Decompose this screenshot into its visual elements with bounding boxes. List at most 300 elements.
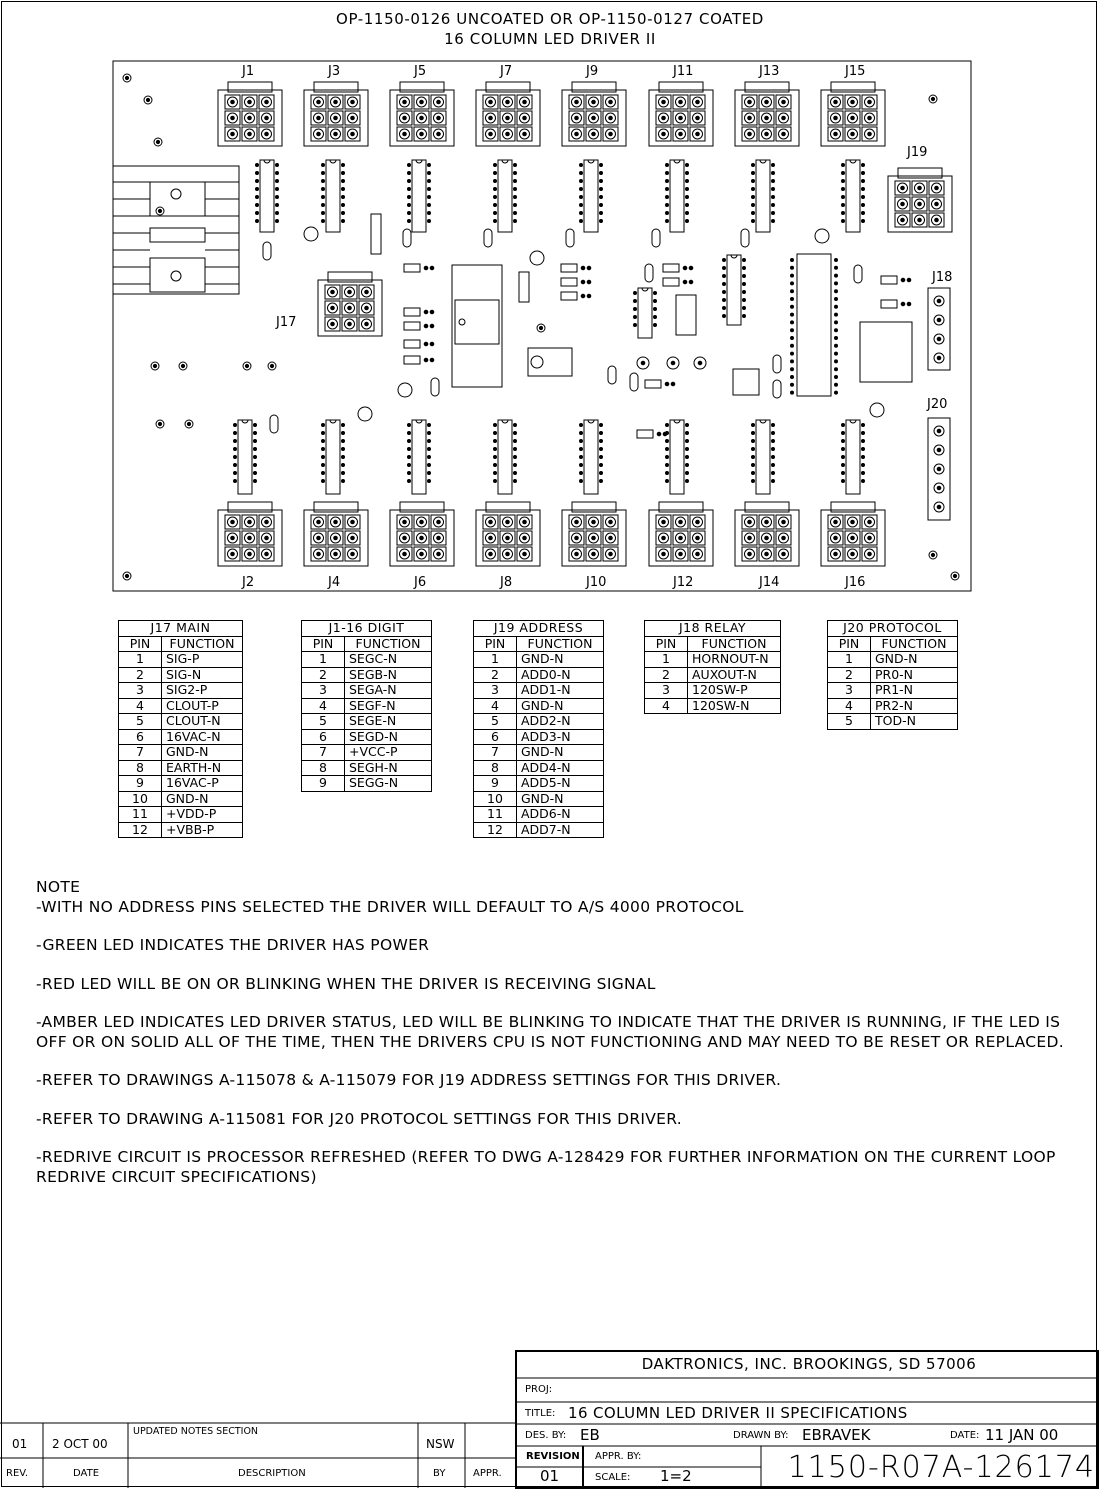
ic-pin bbox=[494, 212, 497, 215]
ic-pin bbox=[322, 456, 325, 459]
ic-pin bbox=[686, 164, 689, 167]
connector-label: J17 bbox=[276, 315, 297, 330]
pin-number: 5 bbox=[474, 714, 517, 730]
ic-pin bbox=[322, 464, 325, 467]
ic-pin bbox=[600, 472, 603, 475]
ic-pin bbox=[666, 180, 669, 183]
led-center bbox=[698, 361, 702, 365]
pad-center bbox=[575, 552, 579, 556]
revision-number: 01 bbox=[12, 1437, 28, 1451]
ic-pin bbox=[234, 424, 237, 427]
ic-pin bbox=[580, 424, 583, 427]
ic-pin bbox=[494, 204, 497, 207]
ic-pin bbox=[342, 188, 345, 191]
cpu-pin bbox=[835, 282, 838, 285]
pad-center bbox=[506, 520, 510, 524]
pad-center bbox=[868, 132, 872, 136]
table-row bbox=[119, 667, 243, 683]
ic-pin bbox=[254, 424, 257, 427]
ic-pin bbox=[842, 464, 845, 467]
ic-pin bbox=[723, 307, 726, 310]
pin-table-j20-protocol bbox=[827, 620, 958, 730]
ic-pin bbox=[322, 196, 325, 199]
ic-pin bbox=[494, 424, 497, 427]
pin-number: 6 bbox=[119, 729, 162, 745]
cpu-pin bbox=[835, 266, 838, 269]
ic-pin bbox=[743, 267, 746, 270]
ic-pin bbox=[743, 291, 746, 294]
connector-bottom bbox=[562, 502, 626, 566]
ic-pin bbox=[494, 472, 497, 475]
capacitor-body bbox=[815, 229, 829, 243]
pin-number: 6 bbox=[302, 729, 345, 745]
table-row bbox=[828, 652, 958, 668]
pad-center bbox=[334, 132, 338, 136]
smd-dot bbox=[671, 382, 675, 386]
pad-center bbox=[765, 116, 769, 120]
ic-pin bbox=[772, 220, 775, 223]
pin-number: 7 bbox=[119, 745, 162, 761]
ic-pin bbox=[743, 283, 746, 286]
ic-pin bbox=[666, 204, 669, 207]
dip-ic bbox=[234, 420, 257, 494]
pad-center bbox=[901, 218, 905, 222]
capsule bbox=[773, 355, 781, 373]
cpu-pin bbox=[791, 298, 794, 301]
ic-pin bbox=[686, 448, 689, 451]
pad-center bbox=[937, 448, 941, 452]
pad-center bbox=[851, 520, 855, 524]
pin-function: SIG-P bbox=[162, 652, 243, 668]
mounting-hole bbox=[537, 324, 545, 332]
pad-center bbox=[506, 536, 510, 540]
dip-ic bbox=[666, 420, 689, 494]
pad-center bbox=[696, 116, 700, 120]
smd-dot bbox=[657, 432, 661, 436]
pin-number: 1 bbox=[645, 652, 688, 668]
ic-pin bbox=[666, 456, 669, 459]
pad-center bbox=[679, 520, 683, 524]
pad-center bbox=[834, 132, 838, 136]
pad-center bbox=[592, 132, 596, 136]
ic-pin bbox=[743, 275, 746, 278]
connector-top bbox=[390, 82, 454, 146]
pad-center bbox=[748, 536, 752, 540]
table-row bbox=[119, 791, 243, 807]
pad-center bbox=[782, 536, 786, 540]
pin-header: PIN bbox=[302, 636, 345, 652]
connector-label: J2 bbox=[242, 575, 255, 590]
ic-pin bbox=[342, 472, 345, 475]
ic-pin bbox=[322, 448, 325, 451]
pad-center bbox=[420, 116, 424, 120]
cpu-pin bbox=[835, 383, 838, 386]
capacitor-body bbox=[530, 251, 544, 265]
cpu-pin bbox=[835, 274, 838, 277]
table-row bbox=[474, 745, 604, 761]
relay-pin bbox=[459, 319, 465, 325]
resistor-capsule bbox=[741, 229, 749, 247]
hole-center bbox=[270, 364, 273, 367]
smd-dot bbox=[587, 294, 591, 298]
cpu-body bbox=[797, 254, 831, 396]
note-item: -REDRIVE CIRCUIT IS PROCESSOR REFRESHED (REFER TO DWG A-128429 FOR FURTHER INFORMATION ON THE CURRENT LOOP REDRIVE CIRCUIT SPECIFICATIONS) bbox=[36, 1148, 1056, 1186]
ic-body bbox=[326, 420, 340, 494]
cpu-pin bbox=[791, 383, 794, 386]
ic-pin bbox=[862, 448, 865, 451]
smd-resistor bbox=[637, 430, 667, 438]
table-row bbox=[828, 698, 958, 714]
cpu-pin bbox=[791, 321, 794, 324]
table-row bbox=[302, 683, 432, 699]
ic-pin bbox=[654, 324, 657, 327]
ic-pin bbox=[408, 432, 411, 435]
pad-center bbox=[265, 132, 269, 136]
pad-center bbox=[748, 116, 752, 120]
ic-body bbox=[756, 420, 770, 494]
ic-body bbox=[756, 160, 770, 232]
ic-pin bbox=[234, 440, 237, 443]
resistor-capsule bbox=[608, 366, 616, 384]
smd-body bbox=[561, 292, 577, 300]
pad-center bbox=[696, 520, 700, 524]
ic-pin bbox=[494, 188, 497, 191]
ic-pin bbox=[342, 196, 345, 199]
ic-pin bbox=[842, 456, 845, 459]
pin-function: +VBB-P bbox=[162, 822, 243, 838]
ic-pin bbox=[600, 180, 603, 183]
ic-pin bbox=[686, 180, 689, 183]
smd-resistor bbox=[404, 308, 434, 316]
ic-pin bbox=[666, 464, 669, 467]
pad-center bbox=[609, 132, 613, 136]
pin-function: +VCC-P bbox=[345, 745, 432, 761]
resistor-capsule bbox=[630, 373, 638, 391]
mounting-hole bbox=[154, 138, 162, 146]
cpu-pin bbox=[791, 329, 794, 332]
ic-pin bbox=[842, 196, 845, 199]
pin-function: ADD1-N bbox=[517, 683, 604, 699]
smd-body bbox=[404, 340, 420, 348]
table-row bbox=[645, 652, 781, 668]
pad-center bbox=[696, 100, 700, 104]
pin-number: 1 bbox=[119, 652, 162, 668]
pad-center bbox=[679, 100, 683, 104]
ic-pin bbox=[428, 424, 431, 427]
ic-pin bbox=[752, 188, 755, 191]
ic-pin bbox=[634, 324, 637, 327]
pin-number: 7 bbox=[474, 745, 517, 761]
pad-center bbox=[265, 552, 269, 556]
pad-center bbox=[937, 337, 941, 341]
table-row bbox=[119, 729, 243, 745]
pin-number: 5 bbox=[828, 714, 871, 730]
pad-center bbox=[679, 536, 683, 540]
smd-dot bbox=[587, 280, 591, 284]
cpu-pin bbox=[791, 274, 794, 277]
description-header: DESCRIPTION bbox=[238, 1468, 306, 1479]
ic-pin bbox=[842, 432, 845, 435]
pad-center bbox=[868, 116, 872, 120]
pad-center bbox=[523, 552, 527, 556]
ic-pin bbox=[494, 464, 497, 467]
connector-top bbox=[218, 82, 282, 146]
pad-center bbox=[851, 536, 855, 540]
connector-top bbox=[821, 82, 885, 146]
dip-ic bbox=[842, 160, 865, 232]
ic-body bbox=[584, 420, 598, 494]
pin-number: 4 bbox=[119, 698, 162, 714]
ic-pin bbox=[666, 440, 669, 443]
ic-pin bbox=[514, 180, 517, 183]
pad-center bbox=[351, 520, 355, 524]
table-row bbox=[474, 714, 604, 730]
ic-pin bbox=[723, 259, 726, 262]
pad-center bbox=[523, 520, 527, 524]
table-row bbox=[474, 791, 604, 807]
pin-function: ADD3-N bbox=[517, 729, 604, 745]
capacitor bbox=[870, 403, 884, 417]
revision-by: NSW bbox=[426, 1437, 455, 1451]
ic-pin bbox=[862, 196, 865, 199]
ic-pin bbox=[862, 480, 865, 483]
ic-pin bbox=[842, 480, 845, 483]
ic-pin bbox=[276, 204, 279, 207]
pin-number: 8 bbox=[119, 760, 162, 776]
pad-center bbox=[420, 520, 424, 524]
cpu-pin bbox=[835, 391, 838, 394]
connector-label: J13 bbox=[759, 64, 780, 79]
ic-pin bbox=[723, 275, 726, 278]
pad-center bbox=[437, 552, 441, 556]
ic-pin bbox=[428, 464, 431, 467]
scale-value: 1=2 bbox=[660, 1467, 692, 1485]
ic-pin bbox=[772, 196, 775, 199]
pin-function: ADD0-N bbox=[517, 667, 604, 683]
drawing-title-line-1: OP-1150-0126 UNCOATED OR OP-1150-0127 COATED bbox=[336, 10, 764, 28]
resistor-capsule bbox=[263, 242, 271, 260]
ic-pin bbox=[772, 424, 775, 427]
heatsink bbox=[113, 166, 239, 294]
pin-function: GND-N bbox=[517, 652, 604, 668]
pin-number: 5 bbox=[302, 714, 345, 730]
smd-body bbox=[404, 356, 420, 364]
cpu-pin bbox=[835, 329, 838, 332]
ic-pin bbox=[408, 472, 411, 475]
ic-pin bbox=[494, 456, 497, 459]
pin-function: GND-N bbox=[871, 652, 958, 668]
pin-number: 2 bbox=[302, 667, 345, 683]
connector-bottom bbox=[218, 502, 282, 566]
capacitor-body bbox=[870, 403, 884, 417]
mounting-hole bbox=[929, 551, 937, 559]
pin-function: 16VAC-P bbox=[162, 776, 243, 792]
pad-center bbox=[834, 552, 838, 556]
table-row bbox=[119, 714, 243, 730]
ic-pin bbox=[256, 172, 259, 175]
resistor-body bbox=[519, 272, 529, 302]
led bbox=[637, 357, 649, 369]
pad-center bbox=[334, 536, 338, 540]
pin-number: 11 bbox=[119, 807, 162, 823]
cpu-pin bbox=[835, 337, 838, 340]
ic-pin bbox=[600, 196, 603, 199]
ic-pin bbox=[428, 164, 431, 167]
pad-center bbox=[489, 132, 493, 136]
pin-number: 3 bbox=[828, 683, 871, 699]
pin-function: SEGD-N bbox=[345, 729, 432, 745]
smd-dot bbox=[907, 302, 911, 306]
pad-center bbox=[506, 132, 510, 136]
pin-function: SIG-N bbox=[162, 667, 243, 683]
ic-pin bbox=[772, 464, 775, 467]
smd-body bbox=[561, 278, 577, 286]
connector-top bbox=[649, 82, 713, 146]
cpu-pin bbox=[835, 344, 838, 347]
pad-center bbox=[918, 186, 922, 190]
ic-pin bbox=[686, 440, 689, 443]
smd-body bbox=[663, 264, 679, 272]
note-item: -GREEN LED INDICATES THE DRIVER HAS POWER bbox=[36, 936, 430, 954]
pad-center bbox=[575, 100, 579, 104]
ic-pin bbox=[862, 220, 865, 223]
pin-function: TOD-N bbox=[871, 714, 958, 730]
smd-dot bbox=[424, 324, 428, 328]
screw bbox=[171, 271, 181, 281]
ic-pin bbox=[686, 172, 689, 175]
ic-pin bbox=[666, 164, 669, 167]
smd-dot bbox=[430, 358, 434, 362]
crystal bbox=[733, 369, 759, 395]
pad-center bbox=[265, 536, 269, 540]
pad-center bbox=[403, 100, 407, 104]
pad-center bbox=[868, 100, 872, 104]
ic-pin bbox=[772, 440, 775, 443]
ic-pin bbox=[408, 456, 411, 459]
pin-function: GND-N bbox=[162, 745, 243, 761]
cpu-pin bbox=[835, 290, 838, 293]
smd-resistor bbox=[561, 264, 591, 272]
pad-center bbox=[748, 132, 752, 136]
cpu-pin bbox=[835, 305, 838, 308]
revision-label: REVISION bbox=[526, 1451, 580, 1462]
connector-label: J1 bbox=[242, 64, 255, 79]
pad-center bbox=[782, 132, 786, 136]
pin-table-j19-address bbox=[473, 620, 604, 838]
resistor-capsule bbox=[645, 264, 653, 282]
connector-label: J10 bbox=[586, 575, 607, 590]
table-row bbox=[119, 745, 243, 761]
pad-center bbox=[523, 132, 527, 136]
ic-pin bbox=[723, 299, 726, 302]
hole-center bbox=[125, 574, 128, 577]
pad-center bbox=[765, 536, 769, 540]
ic-pin bbox=[342, 180, 345, 183]
ic-pin bbox=[743, 259, 746, 262]
ic-pin bbox=[666, 188, 669, 191]
smd-dot bbox=[581, 294, 585, 298]
pad-center bbox=[231, 100, 235, 104]
ic-pin bbox=[428, 212, 431, 215]
pad-center bbox=[506, 100, 510, 104]
pin-number: 8 bbox=[302, 760, 345, 776]
pad-center bbox=[403, 132, 407, 136]
pad-center bbox=[437, 132, 441, 136]
connector-label: J7 bbox=[500, 64, 513, 79]
ic-pin bbox=[234, 464, 237, 467]
pad-center bbox=[317, 100, 321, 104]
ic-pin bbox=[322, 204, 325, 207]
hole-center bbox=[181, 364, 184, 367]
hole-center bbox=[187, 422, 190, 425]
hole-center bbox=[156, 140, 159, 143]
relay-j18 bbox=[860, 322, 912, 382]
cpu-pin bbox=[835, 368, 838, 371]
ic-pin bbox=[686, 480, 689, 483]
ic-pin bbox=[494, 432, 497, 435]
pad-center bbox=[592, 116, 596, 120]
ic-pin bbox=[772, 472, 775, 475]
smd-dot bbox=[689, 266, 693, 270]
regulator-hole bbox=[531, 356, 543, 368]
ic-pin bbox=[654, 316, 657, 319]
connector-bottom bbox=[476, 502, 540, 566]
ic-pin bbox=[514, 440, 517, 443]
pin-number: 3 bbox=[645, 683, 688, 699]
ic-pin bbox=[666, 424, 669, 427]
ic-pin bbox=[254, 432, 257, 435]
table-row bbox=[645, 667, 781, 683]
pin-function: SEGB-N bbox=[345, 667, 432, 683]
connector-label: J19 bbox=[907, 145, 928, 160]
pad-center bbox=[403, 552, 407, 556]
ic-pin bbox=[862, 456, 865, 459]
dip-ic bbox=[322, 420, 345, 494]
ic-pin bbox=[580, 472, 583, 475]
pad-center bbox=[231, 520, 235, 524]
pad-center bbox=[506, 552, 510, 556]
pad-center bbox=[937, 467, 941, 471]
pad-center bbox=[265, 520, 269, 524]
pad-center bbox=[265, 116, 269, 120]
function-header: FUNCTION bbox=[345, 636, 432, 652]
table-row bbox=[645, 698, 781, 714]
pad-center bbox=[317, 552, 321, 556]
table-row bbox=[119, 698, 243, 714]
dip-ic bbox=[322, 160, 345, 232]
smd-resistor bbox=[561, 292, 591, 300]
revision-description: UPDATED NOTES SECTION bbox=[133, 1426, 259, 1437]
connector-label: J12 bbox=[673, 575, 694, 590]
pad-center bbox=[575, 536, 579, 540]
ic-pin bbox=[634, 316, 637, 319]
pin-function: SEGE-N bbox=[345, 714, 432, 730]
ic-pin bbox=[428, 180, 431, 183]
ic-pin bbox=[428, 440, 431, 443]
ic-pin bbox=[842, 440, 845, 443]
function-header: FUNCTION bbox=[517, 636, 604, 652]
ic-pin bbox=[772, 172, 775, 175]
capsule bbox=[263, 242, 271, 260]
capacitor-body bbox=[304, 227, 318, 241]
smd-resistor bbox=[404, 322, 434, 330]
pad-center bbox=[437, 100, 441, 104]
pin-number: 12 bbox=[119, 822, 162, 838]
cpu-pin bbox=[791, 266, 794, 269]
pcb-board-drawing bbox=[0, 0, 1100, 600]
resistor-body bbox=[371, 214, 381, 254]
pad-center bbox=[523, 536, 527, 540]
